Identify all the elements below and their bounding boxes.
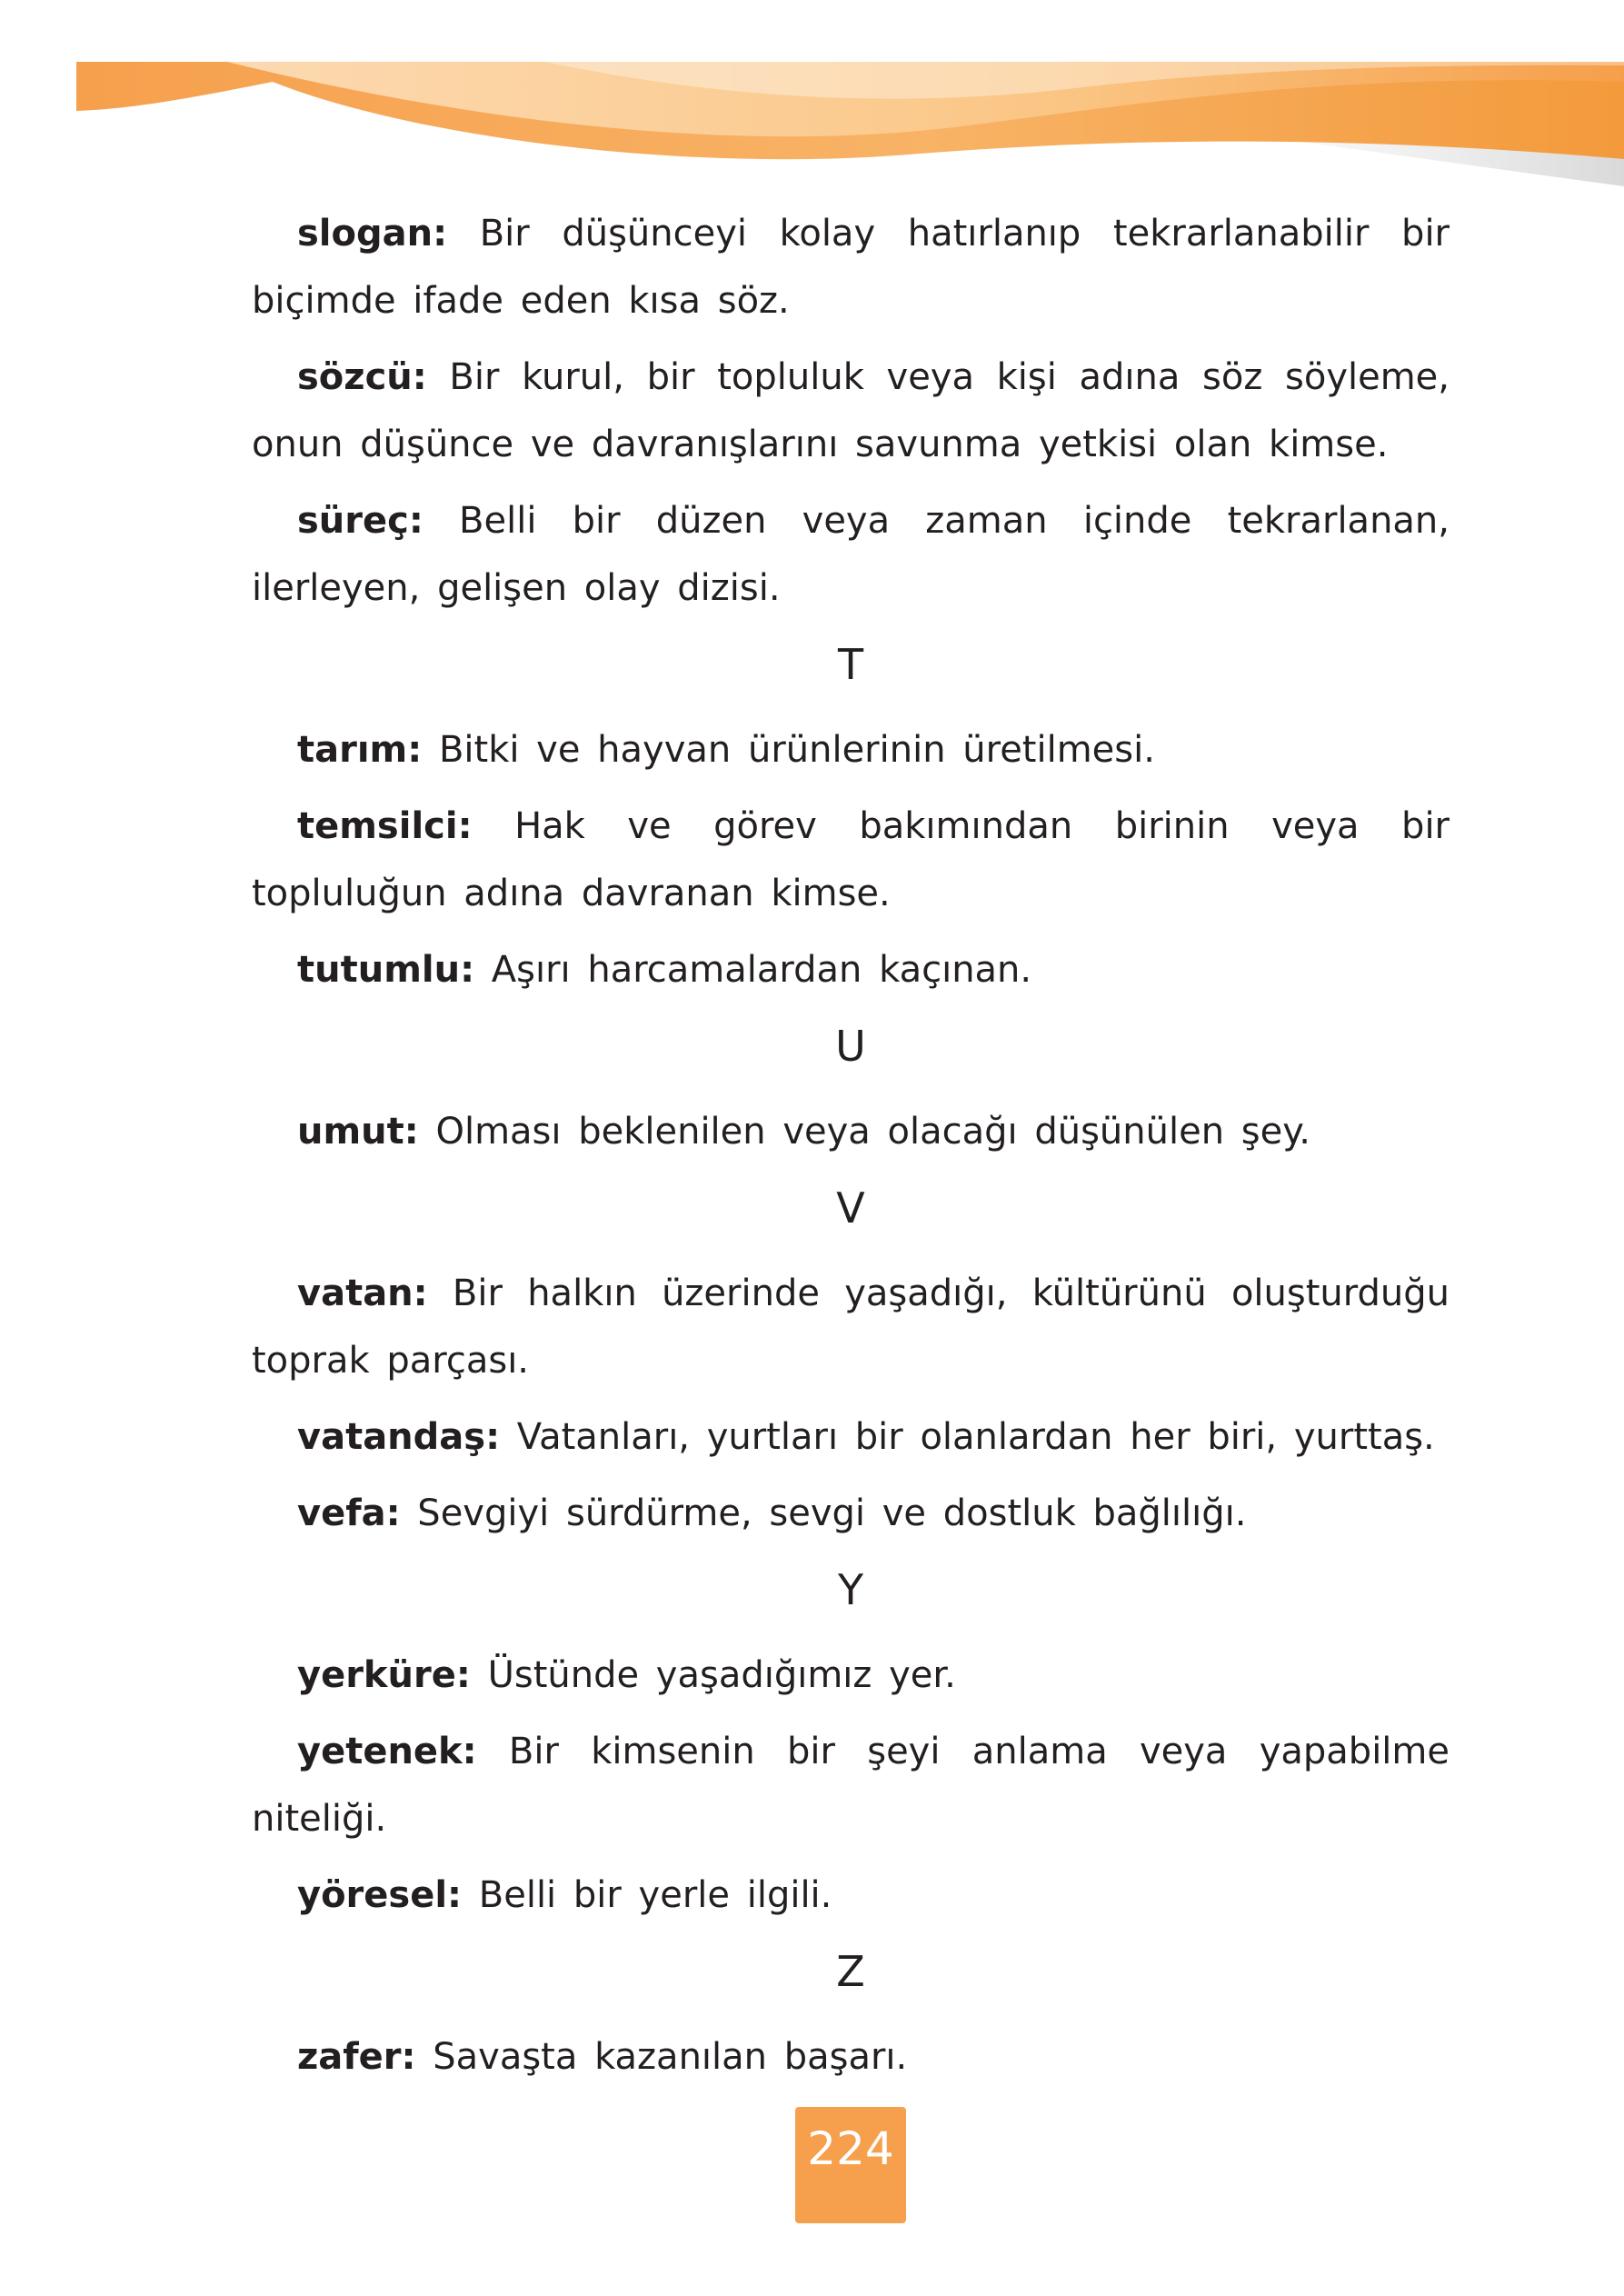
glossary-term: tutumlu:	[297, 949, 475, 991]
glossary-entry	[252, 200, 1450, 334]
glossary-definition: Belli bir yerle ilgili.	[462, 1874, 832, 1916]
glossary-definition: Hak ve görev bakımından birinin veya bir topluluğun adına davranan kimse.	[252, 805, 1450, 914]
glossary-term: umut:	[297, 1111, 419, 1153]
section-letter: T	[837, 640, 864, 689]
glossary-definition: Aşırı harcamalardan kaçınan.	[474, 949, 1032, 991]
glossary-term: vatandaş:	[297, 1416, 501, 1458]
glossary-term: yerküre:	[297, 1654, 471, 1696]
glossary-definition: Bir kimsenin bir şeyi anlama veya yapabilme niteliği.	[252, 1731, 1450, 1840]
glossary-definition: Bitki ve hayvan ürünlerinin üretilmesi.	[422, 729, 1155, 771]
glossary-term: vatan:	[297, 1273, 428, 1314]
section-letter: Y	[837, 1565, 864, 1614]
glossary-definition: Olması beklenilen veya olacağı düşünülen şey.	[418, 1111, 1310, 1153]
glossary-entry	[252, 1642, 1450, 1709]
glossary-definition: Bir düşünceyi kolay hatırlanıp tekrarlanabilir bir biçimde ifade eden kısa söz.	[252, 213, 1450, 322]
glossary-entry	[252, 1260, 1450, 1394]
glossary-entry	[252, 793, 1450, 927]
glossary-entry	[252, 1718, 1450, 1852]
page-number: 224	[795, 2107, 906, 2223]
glossary-entry	[252, 1480, 1450, 1547]
glossary-term: süreç:	[297, 500, 423, 542]
glossary-definition: Üstünde yaşadığımız yer.	[470, 1654, 956, 1696]
glossary-term: sözcü:	[297, 356, 427, 398]
glossary-entry	[252, 1098, 1450, 1165]
glossary-term: vefa:	[297, 1492, 401, 1534]
glossary-term: temsilci:	[297, 805, 473, 847]
glossary-term: yetenek:	[297, 1731, 477, 1772]
glossary-definition: Vatanları, yurtları bir olanlardan her biri, yurttaş.	[500, 1416, 1435, 1458]
glossary-definition: Savaşta kazanılan başarı.	[415, 2036, 908, 2078]
glossary-definition: Belli bir düzen veya zaman içinde tekrarlanan, ilerleyen, gelişen olay dizisi.	[252, 500, 1450, 609]
glossary-entry	[252, 1403, 1450, 1471]
section-letter: U	[835, 1022, 866, 1071]
header-banner	[0, 0, 1624, 209]
section-letter: V	[836, 1183, 865, 1233]
glossary-entry	[252, 1862, 1450, 1929]
section-letter: Z	[836, 1947, 865, 1996]
glossary-term: yöresel:	[297, 1874, 463, 1916]
glossary-entry	[252, 487, 1450, 622]
glossary-entry	[252, 936, 1450, 1003]
glossary-definition: Bir halkın üzerinde yaşadığı, kültürünü oluşturduğu toprak parçası.	[252, 1273, 1450, 1382]
glossary-term: slogan:	[297, 213, 448, 255]
glossary-entry	[252, 716, 1450, 784]
glossary-content	[252, 200, 1450, 2100]
glossary-definition: Bir kurul, bir topluluk veya kişi adına söz söyleme, onun düşünce ve davranışlarını savunma yetkisi olan kimse.	[252, 356, 1450, 465]
glossary-definition: Sevgiyi sürdürme, sevgi ve dostluk bağlılığı.	[400, 1492, 1247, 1534]
glossary-entry	[252, 344, 1450, 478]
glossary-term: tarım:	[297, 729, 423, 771]
glossary-entry	[252, 2023, 1450, 2091]
glossary-term: zafer:	[297, 2036, 416, 2078]
